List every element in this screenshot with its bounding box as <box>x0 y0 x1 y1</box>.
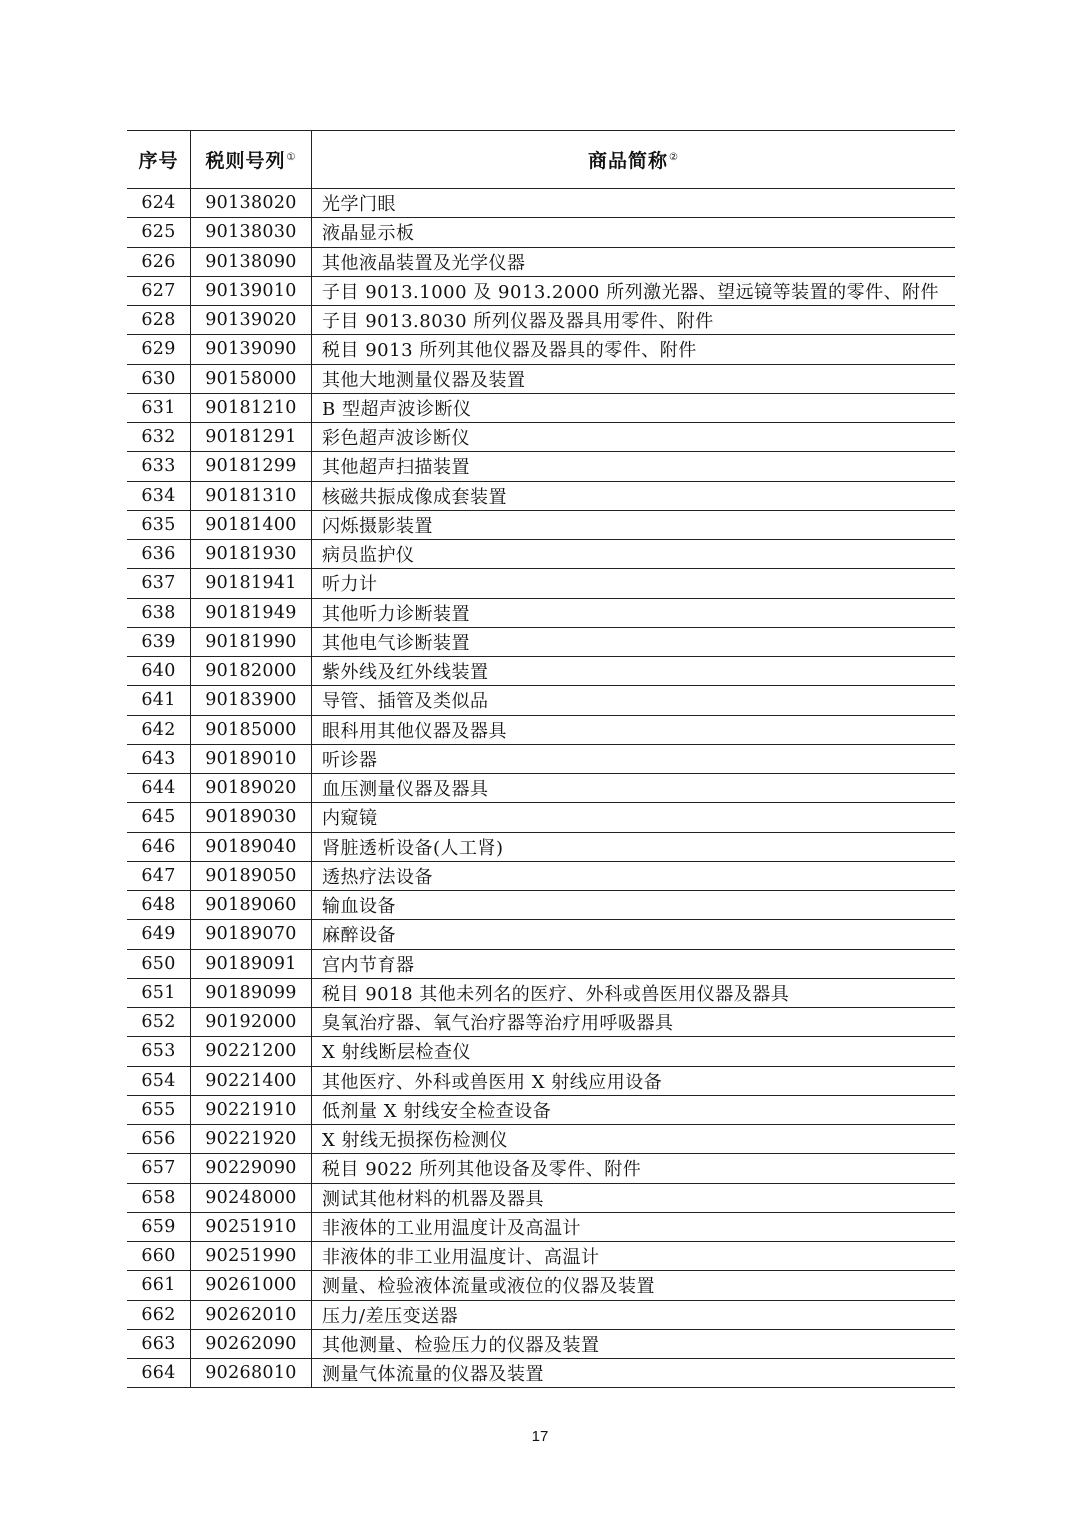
product-name-cell: 其他听力诊断装置 <box>312 598 956 627</box>
seq-cell: 643 <box>127 744 191 773</box>
seq-cell: 648 <box>127 891 191 920</box>
seq-cell: 652 <box>127 1008 191 1037</box>
product-name-cell: 低剂量 X 射线安全检查设备 <box>312 1095 956 1124</box>
tariff-code-cell: 90262010 <box>191 1300 312 1329</box>
seq-cell: 638 <box>127 598 191 627</box>
tariff-code-cell: 90139010 <box>191 276 312 305</box>
product-name-cell: 肾脏透析设备(人工肾) <box>312 832 956 861</box>
tariff-code-cell: 90139090 <box>191 335 312 364</box>
product-name-cell: B 型超声波诊断仪 <box>312 393 956 422</box>
table-row <box>127 1300 955 1329</box>
tariff-code-cell: 90189099 <box>191 978 312 1007</box>
tariff-code-cell: 90181949 <box>191 598 312 627</box>
table-row <box>127 306 955 335</box>
product-name-cell: 导管、插管及类似品 <box>312 686 956 715</box>
table-row <box>127 452 955 481</box>
tariff-code-cell: 90181210 <box>191 393 312 422</box>
product-name-cell: 听诊器 <box>312 744 956 773</box>
product-name-cell: 光学门眼 <box>312 189 956 218</box>
product-name-cell: 液晶显示板 <box>312 218 956 247</box>
product-name-cell: 彩色超声波诊断仪 <box>312 423 956 452</box>
table-row <box>127 1008 955 1037</box>
tariff-code-cell: 90221200 <box>191 1037 312 1066</box>
tariff-code-cell: 90192000 <box>191 1008 312 1037</box>
header-name-label: 商品简称 <box>588 150 669 172</box>
tariff-code-cell: 90181299 <box>191 452 312 481</box>
tariff-code-cell: 90268010 <box>191 1359 312 1388</box>
seq-cell: 635 <box>127 510 191 539</box>
seq-cell: 642 <box>127 715 191 744</box>
product-name-cell: 其他测量、检验压力的仪器及装置 <box>312 1329 956 1358</box>
table-row <box>127 920 955 949</box>
table-row <box>127 832 955 861</box>
tariff-code-cell: 90181291 <box>191 423 312 452</box>
tariff-code-cell: 90221910 <box>191 1095 312 1124</box>
product-name-cell: 非液体的非工业用温度计、高温计 <box>312 1242 956 1271</box>
table-row <box>127 1212 955 1241</box>
tariff-code-cell: 90158000 <box>191 364 312 393</box>
footnote-marker: ② <box>669 151 679 163</box>
seq-cell: 662 <box>127 1300 191 1329</box>
table-row <box>127 510 955 539</box>
table-body <box>127 189 955 1388</box>
product-name-cell: 其他大地测量仪器及装置 <box>312 364 956 393</box>
product-name-cell: 测试其他材料的机器及器具 <box>312 1183 956 1212</box>
table-row <box>127 1125 955 1154</box>
tariff-table <box>127 130 955 1388</box>
product-name-cell: 其他超声扫描装置 <box>312 452 956 481</box>
tariff-code-cell: 90185000 <box>191 715 312 744</box>
product-name-cell: 压力/差压变送器 <box>312 1300 956 1329</box>
tariff-code-cell: 90189060 <box>191 891 312 920</box>
tariff-code-cell: 90182000 <box>191 657 312 686</box>
table-row <box>127 481 955 510</box>
table-row <box>127 803 955 832</box>
tariff-code-cell: 90189040 <box>191 832 312 861</box>
header-code <box>191 131 312 189</box>
product-name-cell: X 射线无损探伤检测仪 <box>312 1125 956 1154</box>
seq-cell: 626 <box>127 247 191 276</box>
tariff-code-cell: 90189050 <box>191 861 312 890</box>
product-name-cell: 测量气体流量的仪器及装置 <box>312 1359 956 1388</box>
table-row <box>127 657 955 686</box>
tariff-code-cell: 90221400 <box>191 1066 312 1095</box>
seq-cell: 629 <box>127 335 191 364</box>
product-name-cell: 麻醉设备 <box>312 920 956 949</box>
table-row <box>127 569 955 598</box>
tariff-code-cell: 90181930 <box>191 540 312 569</box>
table-row <box>127 598 955 627</box>
seq-cell: 645 <box>127 803 191 832</box>
product-name-cell: 子目 9013.8030 所列仪器及器具用零件、附件 <box>312 306 956 335</box>
seq-cell: 644 <box>127 774 191 803</box>
table-row <box>127 218 955 247</box>
table-row <box>127 364 955 393</box>
table-row <box>127 393 955 422</box>
seq-cell: 659 <box>127 1212 191 1241</box>
table-row <box>127 335 955 364</box>
seq-cell: 628 <box>127 306 191 335</box>
tariff-code-cell: 90251990 <box>191 1242 312 1271</box>
table-row <box>127 686 955 715</box>
table-row <box>127 715 955 744</box>
seq-cell: 653 <box>127 1037 191 1066</box>
table-row <box>127 247 955 276</box>
seq-cell: 627 <box>127 276 191 305</box>
header-row <box>127 131 955 189</box>
product-name-cell: X 射线断层检查仪 <box>312 1037 956 1066</box>
tariff-code-cell: 90138030 <box>191 218 312 247</box>
seq-cell: 658 <box>127 1183 191 1212</box>
product-name-cell: 税目 9018 其他未列名的医疗、外科或兽医用仪器及器具 <box>312 978 956 1007</box>
tariff-code-cell: 90181400 <box>191 510 312 539</box>
product-name-cell: 非液体的工业用温度计及高温计 <box>312 1212 956 1241</box>
table-row <box>127 774 955 803</box>
seq-cell: 651 <box>127 978 191 1007</box>
product-name-cell: 其他电气诊断装置 <box>312 627 956 656</box>
product-name-cell: 病员监护仪 <box>312 540 956 569</box>
product-name-cell: 闪烁摄影装置 <box>312 510 956 539</box>
product-name-cell: 其他医疗、外科或兽医用 X 射线应用设备 <box>312 1066 956 1095</box>
table-row <box>127 1329 955 1358</box>
product-name-cell: 紫外线及红外线装置 <box>312 657 956 686</box>
header-code-label: 税则号列 <box>205 150 286 172</box>
product-name-cell: 宫内节育器 <box>312 949 956 978</box>
product-name-cell: 测量、检验液体流量或液位的仪器及装置 <box>312 1271 956 1300</box>
page-number: 17 <box>531 1428 549 1445</box>
seq-cell: 631 <box>127 393 191 422</box>
seq-cell: 661 <box>127 1271 191 1300</box>
tariff-code-cell: 90189030 <box>191 803 312 832</box>
table-row <box>127 1095 955 1124</box>
table-row <box>127 949 955 978</box>
tariff-code-cell: 90181310 <box>191 481 312 510</box>
seq-cell: 636 <box>127 540 191 569</box>
table-row <box>127 891 955 920</box>
tariff-code-cell: 90189091 <box>191 949 312 978</box>
seq-cell: 654 <box>127 1066 191 1095</box>
table-row <box>127 861 955 890</box>
product-name-cell: 听力计 <box>312 569 956 598</box>
product-name-cell: 核磁共振成像成套装置 <box>312 481 956 510</box>
tariff-code-cell: 90181990 <box>191 627 312 656</box>
seq-cell: 624 <box>127 189 191 218</box>
tariff-code-cell: 90262090 <box>191 1329 312 1358</box>
table-row <box>127 1183 955 1212</box>
tariff-code-cell: 90138020 <box>191 189 312 218</box>
seq-cell: 632 <box>127 423 191 452</box>
product-name-cell: 子目 9013.1000 及 9013.2000 所列激光器、望远镜等装置的零件、附件 <box>312 276 956 305</box>
header-seq-label: 序号 <box>138 150 179 172</box>
product-name-cell: 其他液晶装置及光学仪器 <box>312 247 956 276</box>
product-name-cell: 税目 9013 所列其他仪器及器具的零件、附件 <box>312 335 956 364</box>
tariff-code-cell: 90189070 <box>191 920 312 949</box>
table-header <box>127 131 955 189</box>
product-name-cell: 臭氧治疗器、氧气治疗器等治疗用呼吸器具 <box>312 1008 956 1037</box>
footnote-marker: ① <box>286 151 297 163</box>
tariff-code-cell: 90139020 <box>191 306 312 335</box>
seq-cell: 646 <box>127 832 191 861</box>
table-row <box>127 276 955 305</box>
table-row <box>127 1359 955 1388</box>
table-row <box>127 189 955 218</box>
seq-cell: 639 <box>127 627 191 656</box>
tariff-code-cell: 90229090 <box>191 1154 312 1183</box>
seq-cell: 664 <box>127 1359 191 1388</box>
table-row <box>127 1154 955 1183</box>
tariff-code-cell: 90189010 <box>191 744 312 773</box>
table-row <box>127 744 955 773</box>
table-row <box>127 1037 955 1066</box>
product-name-cell: 内窥镜 <box>312 803 956 832</box>
table-row <box>127 1242 955 1271</box>
header-seq <box>127 131 191 189</box>
seq-cell: 633 <box>127 452 191 481</box>
seq-cell: 625 <box>127 218 191 247</box>
seq-cell: 634 <box>127 481 191 510</box>
seq-cell: 656 <box>127 1125 191 1154</box>
tariff-code-cell: 90189020 <box>191 774 312 803</box>
table-row <box>127 1066 955 1095</box>
tariff-code-cell: 90248000 <box>191 1183 312 1212</box>
seq-cell: 663 <box>127 1329 191 1358</box>
seq-cell: 630 <box>127 364 191 393</box>
seq-cell: 637 <box>127 569 191 598</box>
product-name-cell: 透热疗法设备 <box>312 861 956 890</box>
seq-cell: 660 <box>127 1242 191 1271</box>
table-row <box>127 627 955 656</box>
tariff-code-cell: 90183900 <box>191 686 312 715</box>
seq-cell: 640 <box>127 657 191 686</box>
table-row <box>127 540 955 569</box>
seq-cell: 649 <box>127 920 191 949</box>
seq-cell: 647 <box>127 861 191 890</box>
table-row <box>127 1271 955 1300</box>
tariff-code-cell: 90181941 <box>191 569 312 598</box>
seq-cell: 657 <box>127 1154 191 1183</box>
tariff-code-cell: 90251910 <box>191 1212 312 1241</box>
seq-cell: 650 <box>127 949 191 978</box>
product-name-cell: 血压测量仪器及器具 <box>312 774 956 803</box>
seq-cell: 641 <box>127 686 191 715</box>
tariff-code-cell: 90261000 <box>191 1271 312 1300</box>
product-name-cell: 眼科用其他仪器及器具 <box>312 715 956 744</box>
table-row <box>127 978 955 1007</box>
seq-cell: 655 <box>127 1095 191 1124</box>
table-row <box>127 423 955 452</box>
tariff-code-cell: 90138090 <box>191 247 312 276</box>
tariff-code-cell: 90221920 <box>191 1125 312 1154</box>
header-name <box>312 131 956 189</box>
product-name-cell: 税目 9022 所列其他设备及零件、附件 <box>312 1154 956 1183</box>
product-name-cell: 输血设备 <box>312 891 956 920</box>
